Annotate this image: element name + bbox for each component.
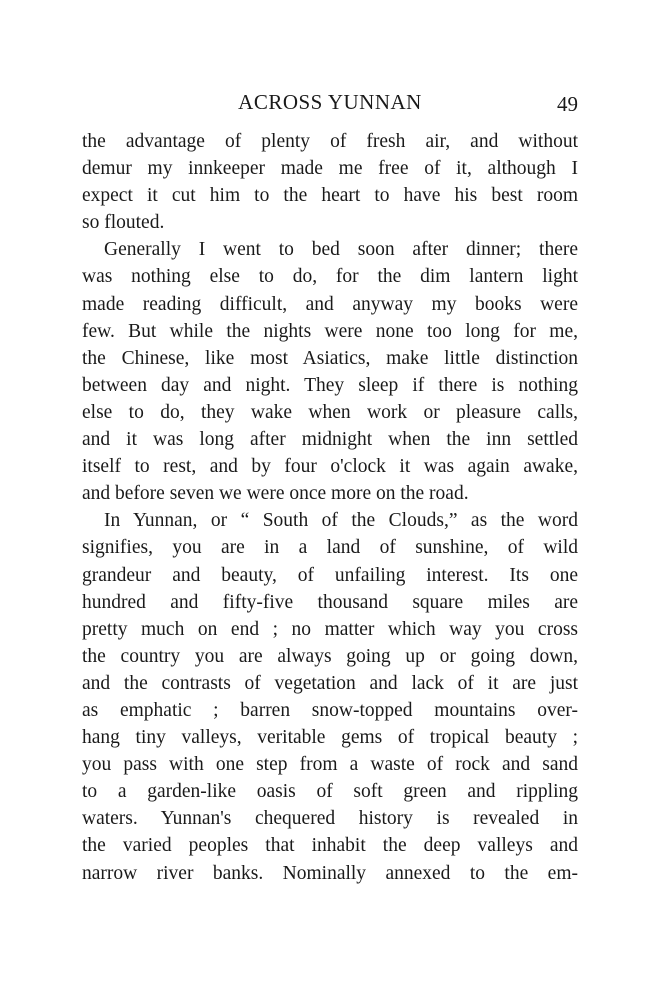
text-line: so flouted. xyxy=(82,212,165,234)
text-line: expect it cut him to the heart to have his best room xyxy=(82,185,578,207)
text-line: itself to rest, and by four o'clock it was again awake, xyxy=(82,456,578,478)
text-line: waters. Yunnan's chequered history is revealed in xyxy=(82,808,578,830)
text-line: the Chinese, like most Asiatics, make little distinction xyxy=(82,347,578,369)
text-line: the country you are always going up or going down, xyxy=(82,645,578,667)
text-line: narrow river banks. Nominally annexed to the em- xyxy=(82,862,578,884)
page-number: 49 xyxy=(557,92,578,116)
running-head xyxy=(82,88,578,118)
text-line: pretty much on end ; no matter which way you cross xyxy=(82,618,578,640)
text-line: to a garden-like oasis of soft green and rippling xyxy=(82,781,578,803)
text-line: Generally I went to bed soon after dinner; there xyxy=(104,239,578,261)
text-line: as emphatic ; barren snow-topped mountains over- xyxy=(82,699,578,721)
text-line: between day and night. They sleep if there is nothing xyxy=(82,374,578,396)
text-line: grandeur and beauty, of unfailing interest. Its one xyxy=(82,564,578,586)
text-line: was nothing else to do, for the dim lantern light xyxy=(82,266,578,288)
body-text xyxy=(82,128,578,887)
text-line: else to do, they wake when work or pleasure calls, xyxy=(82,401,578,423)
text-line: the advantage of plenty of fresh air, and without xyxy=(82,131,578,152)
text-line: hundred and fifty-five thousand square miles are xyxy=(82,591,578,613)
running-title: ACROSS YUNNAN xyxy=(238,90,422,114)
text-line: and before seven we were once more on the road. xyxy=(82,483,469,505)
text-line: made reading difficult, and anyway my books were xyxy=(82,293,578,315)
text-line: hang tiny valleys, veritable gems of tropical beauty ; xyxy=(82,727,578,749)
text-line: few. But while the nights were none too long for me, xyxy=(82,320,578,342)
text-line: In Yunnan, or “ South of the Clouds,” as the word xyxy=(104,510,578,532)
text-line: demur my innkeeper made me free of it, although I xyxy=(82,158,578,180)
text-line: you pass with one step from a waste of rock and sand xyxy=(82,754,578,776)
text-line: and the contrasts of vegetation and lack of it are just xyxy=(82,672,578,694)
text-line: signifies, you are in a land of sunshine, of wild xyxy=(82,537,578,559)
text-line: and it was long after midnight when the inn settled xyxy=(82,429,578,451)
text-line: the varied peoples that inhabit the deep valleys and xyxy=(82,835,578,857)
